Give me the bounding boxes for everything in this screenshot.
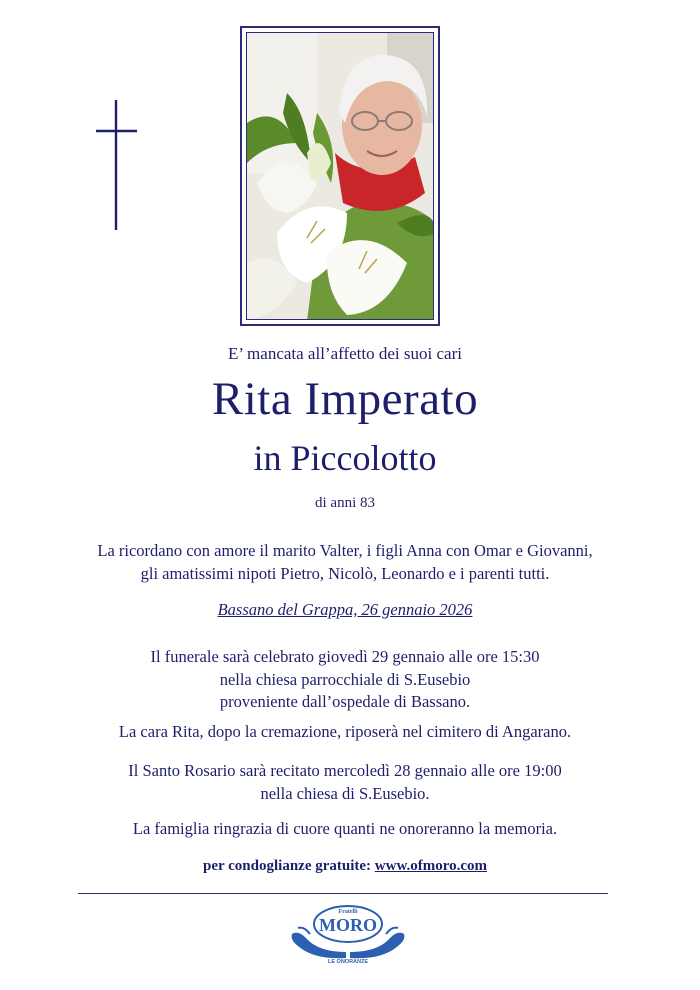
funeral-line: proveniente dall’ospedale di Bassano.	[219, 692, 471, 711]
portrait-photo	[246, 32, 434, 320]
thanks-text: La famiglia ringrazia di cuore quanti ne onoreranno la memoria.	[132, 819, 558, 838]
hands-logo	[288, 900, 408, 964]
condolences-link[interactable]: www.ofmoro.com	[374, 858, 487, 874]
age-text: di anni 83	[315, 495, 375, 511]
condolences-line	[0, 858, 690, 875]
place-date: Bassano del Grappa, 26 gennaio 2026	[217, 600, 473, 619]
rosary-line: nella chiesa di S.Eusebio.	[260, 783, 430, 803]
portrait-photo-frame	[240, 26, 440, 326]
logo-bottom-text: LE ONORANZE	[327, 959, 369, 964]
logo-top-text: Fratelli	[338, 909, 358, 915]
married-name: in Piccolotto	[253, 438, 437, 478]
logo-main-text: MORO	[319, 915, 377, 935]
deceased-name: Rita Imperato	[211, 373, 479, 425]
rosary-paragraph	[0, 760, 690, 805]
intro-text: E’ mancata all’affetto dei suoi cari	[228, 344, 462, 363]
cremation-text: La cara Rita, dopo la cremazione, riposerà nel cimitero di Angarano.	[118, 722, 572, 741]
condolences-label: per condoglianze gratuite:	[203, 858, 375, 874]
family-line: La ricordano con amore il marito Valter, i figli Anna con Omar e Giovanni,	[97, 541, 593, 560]
family-paragraph	[0, 539, 690, 585]
funeral-line: Il funerale sarà celebrato giovedì 29 gennaio alle ore 15:30	[150, 647, 540, 666]
cross-icon	[96, 100, 138, 230]
funeral-paragraph	[0, 646, 690, 714]
family-line: gli amatissimi nipoti Pietro, Nicolò, Leonardo e i parenti tutti.	[140, 564, 550, 583]
rosary-line: Il Santo Rosario sarà recitato mercoledì 28 gennaio alle ore 19:00	[128, 761, 562, 780]
divider	[78, 893, 608, 894]
funeral-line: nella chiesa parrocchiale di S.Eusebio	[219, 669, 471, 689]
